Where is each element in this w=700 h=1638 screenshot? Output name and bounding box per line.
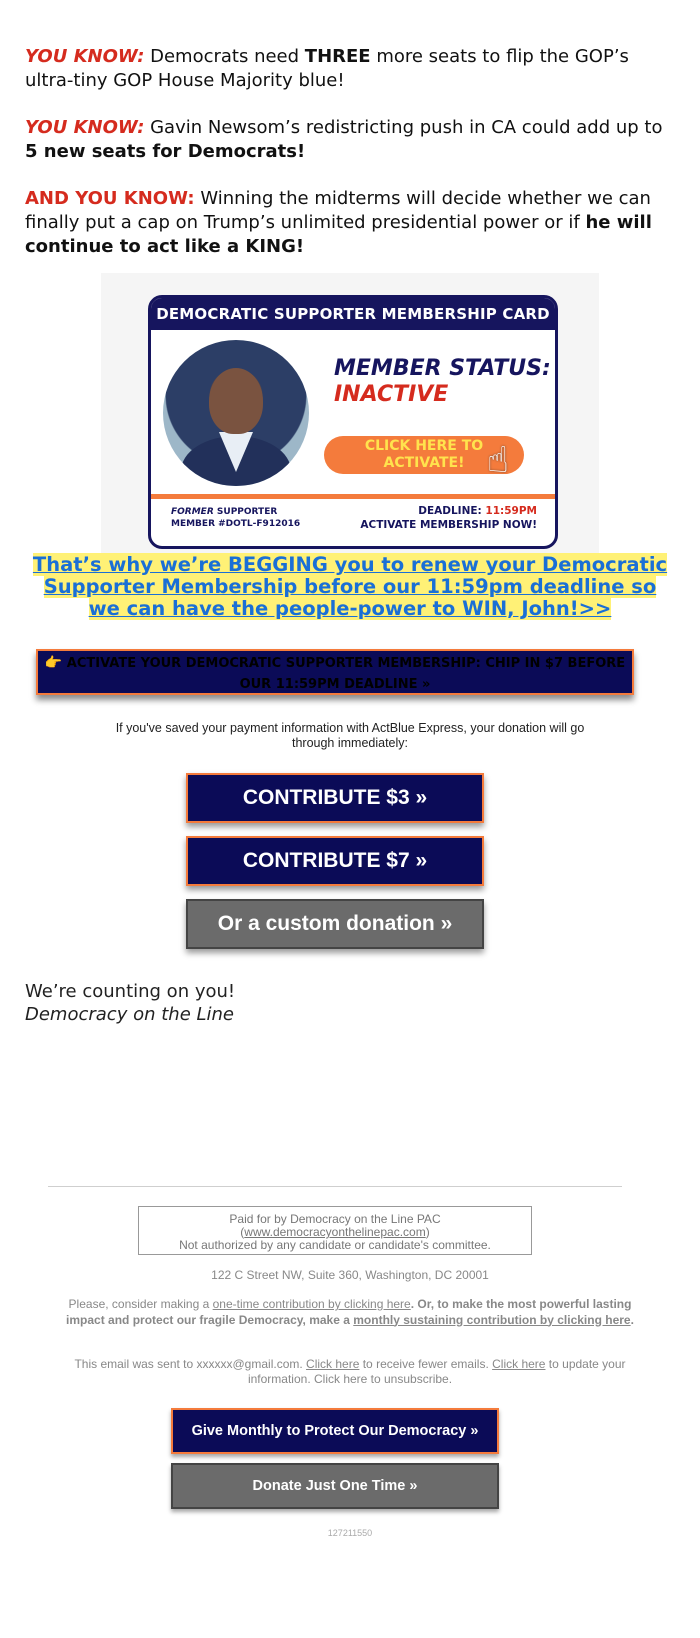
membership-card[interactable] [148,295,558,549]
actblue-express-note: If you've saved your payment information with ActBlue Express, your donation will go through immediately: [115,721,585,750]
card-header: DEMOCRATIC SUPPORTER MEMBERSHIP CARD [151,298,555,330]
paid-for-disclaimer: Paid for by Democracy on the Line PAC (www.democracyonthelinepac.com) Not authorized by any candidate or candidate's committee. [138,1206,532,1255]
custom-donation-button[interactable]: Or a custom donation » [186,899,484,949]
and-you-know-label: AND YOU KNOW: [25,188,195,209]
member-status-value: INACTIVE [334,382,449,407]
contribute-7-button[interactable]: CONTRIBUTE $7 » [186,836,484,886]
pointing-hand-icon: ☝ [487,440,509,481]
monthly-contribution-link[interactable]: monthly sustaining contribution by clicking here [353,1312,631,1327]
pac-website-link[interactable]: www.democracyonthelinepac.com [244,1225,426,1239]
one-time-contribution-link[interactable]: one-time contribution by clicking here [212,1297,411,1311]
give-monthly-button[interactable]: Give Monthly to Protect Our Democracy » [171,1408,499,1454]
renew-membership-link-block [25,554,675,620]
click-to-activate-button[interactable]: CLICK HERE TO ACTIVATE! [324,436,524,474]
you-know-label: YOU KNOW: [25,117,145,138]
update-info-link[interactable]: Click here [492,1357,546,1371]
member-status-label: MEMBER STATUS: [334,356,551,381]
contribute-3-button[interactable]: CONTRIBUTE $3 » [186,773,484,823]
you-know-label: YOU KNOW: [25,46,145,67]
contribution-options-text: Please, consider making a one-time contribution by clicking here. Or, to make the most powerful lasting impact and protect our fragile Democracy, make a monthly sustaining contribution by clicking here. [66,1297,634,1327]
member-photo [163,340,309,486]
card-deadline: DEADLINE: 11:59PM ACTIVATE MEMBERSHIP NOW! [360,505,537,531]
card-divider [151,494,555,499]
member-id: FORMER SUPPORTER MEMBER #DOTL-F912016 [171,507,301,529]
footer-divider [48,1186,622,1187]
activate-membership-banner[interactable]: 👉 ACTIVATE YOUR DEMOCRATIC SUPPORTER MEMBERSHIP: CHIP IN $7 BEFORE OUR 11:59PM DEADLINE » [36,649,634,695]
renew-membership-link[interactable]: That’s why we’re BEGGING you to renew your Democratic Supporter Membership before our 11:59pm deadline so we can have the people-power to WIN, John!>> [32,553,668,620]
intro-paragraph-3: AND YOU KNOW: Winning the midterms will decide whether we can finally put a cap on Trump’s unlimited presidential power or if he will continue to act like a KING! [25,188,652,257]
pointing-hand-icon: 👉 [44,655,63,671]
intro-paragraph-2: YOU KNOW: Gavin Newsom’s redistricting push in CA could add up to 5 new seats for Democrats! [25,117,663,162]
intro-paragraph-1: YOU KNOW: Democrats need THREE more seats to flip the GOP’s ultra-tiny GOP House Majority blue! [25,46,629,91]
signature: Democracy on the Line [25,1004,234,1025]
email-preferences-text: This email was sent to xxxxxx@gmail.com. Click here to receive fewer emails. Click here to update your information. Click here to unsubscribe. [74,1357,626,1386]
signoff: We’re counting on you! Democracy on the Line [25,981,236,1025]
fewer-emails-link[interactable]: Click here [306,1357,360,1371]
email-code: 127211550 [327,1528,373,1538]
donate-one-time-button[interactable]: Donate Just One Time » [171,1463,499,1509]
mailing-address: 122 C Street NW, Suite 360, Washington, DC 20001 [211,1268,489,1282]
membership-card-image[interactable] [101,273,599,563]
